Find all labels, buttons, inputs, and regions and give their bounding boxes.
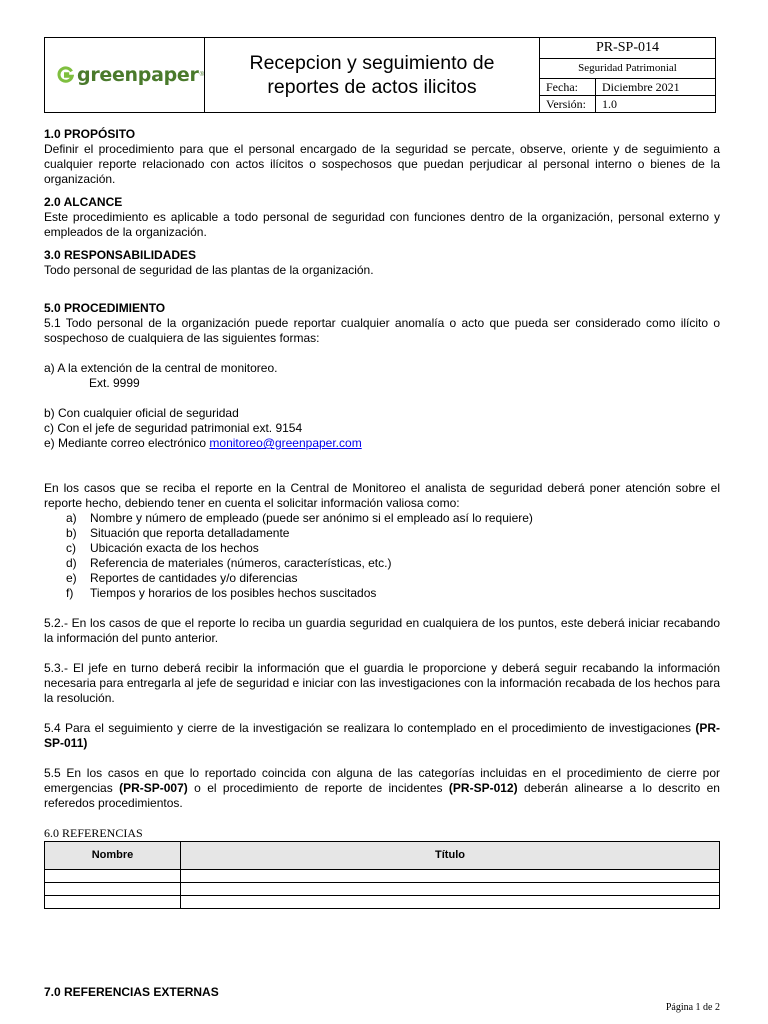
option-a-extension: Ext. 9999 xyxy=(89,376,140,390)
list-item: c) Ubicación exacta de los hechos xyxy=(66,541,259,555)
ref-pr-sp-011: (PR-SP-011) xyxy=(44,721,720,750)
date-value: Diciembre 2021 xyxy=(602,80,680,94)
logo-registered-mark: ® xyxy=(199,72,204,78)
email-link[interactable]: monitoreo@greenpaper.com xyxy=(209,436,362,450)
page-number: Página 1 de 2 xyxy=(665,1002,720,1013)
logo-text: greenpaper xyxy=(77,64,199,86)
section-heading-referencias-externas: 7.0 REFERENCIAS EXTERNAS xyxy=(44,985,219,999)
option-b: b) Con cualquier oficial de seguridad xyxy=(44,406,239,420)
version-label: Versión: xyxy=(540,96,596,112)
list-item: e) Reportes de cantidades y/o diferencias xyxy=(66,571,298,585)
alcance-text: Este procedimiento es aplicable a todo personal de seguridad con funciones dentro de la organización, personal externo y empleados de la organización. xyxy=(44,210,720,239)
proposito-text: Definir el procedimiento para que el personal encargado de la seguridad se percate, observe, oriente y de seguimiento a cualquier reporte relacionado con actos ilícitos o sospechosos que puedan perjudicar al personal interno o bienes de la organización. xyxy=(44,142,720,186)
section-heading-procedimiento: 5.0 PROCEDIMIENTO xyxy=(44,301,166,315)
procedimiento-5-3: 5.3.- El jefe en turno deberá recibir la información que el guardia le proporcione y deberá seguir recabando la información necesaria para entregarla al jefe de seguridad e iniciar con las investigaciones con la información recabada de los hechos para la resolución. xyxy=(44,661,720,705)
procedimiento-5-4: 5.4 Para el seguimiento y cierre de la investigación se realizara lo contemplado en el procedimiento de investigaciones (PR-SP-011) xyxy=(44,721,720,750)
version-row xyxy=(540,95,715,112)
logo-cell xyxy=(45,38,205,112)
procedimiento-5-1: 5.1 Todo personal de la organización puede reportar cualquier anomalía o acto que pueda ser considerado como ilícito o sospechoso de cualquiera de las siguientes formas: xyxy=(44,316,720,345)
responsabilidades-text: Todo personal de seguridad de las plantas de la organización. xyxy=(44,263,374,277)
monitoreo-paragraph: En los casos que se reciba el reporte en la Central de Monitoreo el analista de seguridad deberá poner atención sobre el reporte hecho, debiendo tener en cuenta el solicitar información valiosa como: xyxy=(44,481,720,510)
table-row xyxy=(45,883,720,896)
section-heading-referencias: 6.0 REFERENCIAS xyxy=(44,826,143,840)
option-a: a) A la extención de la central de monitoreo. xyxy=(44,361,278,375)
procedimiento-5-5: 5.5 En los casos en que lo reportado coincida con alguna de las categorías incluidas en el procedimiento de cierre por emergencias (PR-SP-007) o el procedimiento de reporte de incidentes (PR-SP-012) deberán alinearse a lo descrito en referedos procedimientos. xyxy=(44,766,720,810)
references-table xyxy=(44,841,720,909)
list-item: a) Nombre y número de empleado (puede ser anónimo si el empleado así lo requiere) xyxy=(66,511,533,525)
date-row xyxy=(540,79,715,95)
option-c: c) Con el jefe de seguridad patrimonial ext. 9154 xyxy=(44,421,303,435)
document-body xyxy=(44,127,720,909)
info-list xyxy=(44,511,720,601)
section-heading-alcance: 2.0 ALCANCE xyxy=(44,195,123,209)
table-row xyxy=(45,896,720,909)
document-title: Recepcion y seguimiento de reportes de actos ilicitos xyxy=(205,38,540,112)
date-label: Fecha: xyxy=(540,79,596,95)
procedimiento-5-2: 5.2.- En los casos de que el reporte lo reciba un guardia seguridad en cualquiera de los puntos, este deberá iniciar recabando la información del punto anterior. xyxy=(44,616,720,645)
section-heading-responsabilidades: 3.0 RESPONSABILIDADES xyxy=(44,248,197,262)
ref-pr-sp-012: (PR-SP-012) xyxy=(448,781,518,795)
greenpaper-logo-icon xyxy=(57,61,74,89)
option-e xyxy=(44,436,720,451)
ref-pr-sp-007: (PR-SP-007) xyxy=(119,781,188,795)
list-item: b) Situación que reporta detalladamente xyxy=(66,526,290,540)
section-heading-proposito: 1.0 PROPÓSITO xyxy=(44,127,136,141)
document-meta xyxy=(540,38,715,112)
list-item: d) Referencia de materiales (números, características, etc.) xyxy=(66,556,392,570)
document-code: PR-SP-014 xyxy=(540,38,715,59)
version-value: 1.0 xyxy=(602,97,617,111)
table-header-row xyxy=(45,842,720,870)
column-header-nombre: Nombre xyxy=(45,842,181,870)
department: Seguridad Patrimonial xyxy=(540,59,715,80)
document-header xyxy=(44,37,716,113)
option-e-text: e) Mediante correo electrónico xyxy=(44,436,210,450)
table-row xyxy=(45,870,720,883)
column-header-titulo: Título xyxy=(181,842,720,870)
list-item: f) Tiempos y horarios de los posibles hechos suscitados xyxy=(66,586,377,600)
